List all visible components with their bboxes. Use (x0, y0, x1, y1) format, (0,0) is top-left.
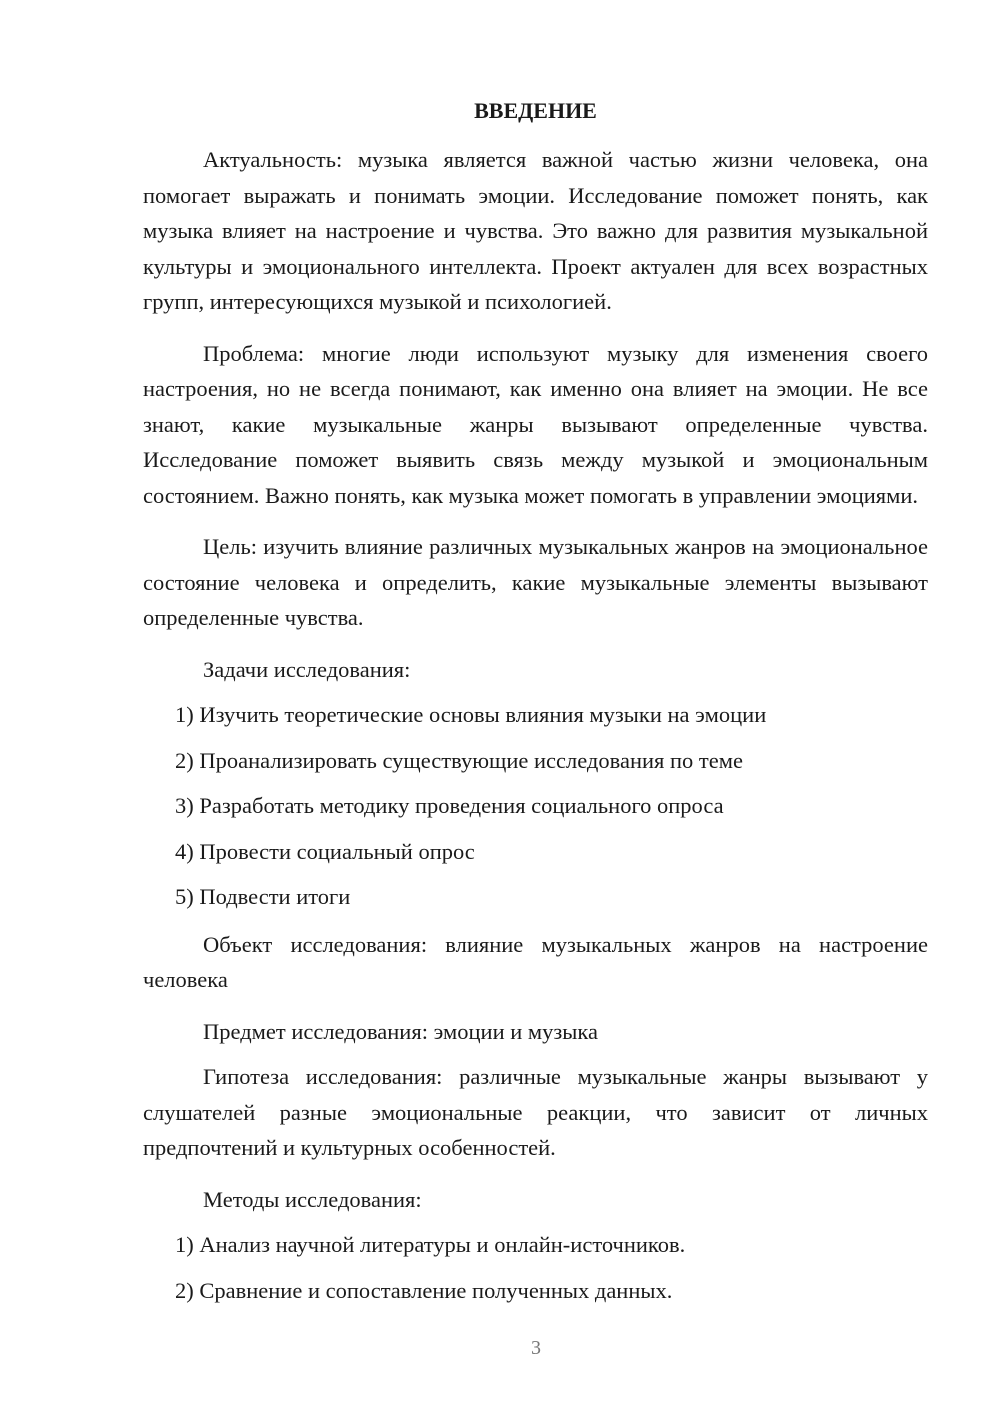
method-item: 2) Сравнение и сопоставление полученных данных. (175, 1277, 673, 1303)
methods-heading: Методы исследования: (203, 1186, 422, 1212)
section-title: ВВЕДЕНИЕ (474, 98, 597, 123)
hypothesis-paragraph: Гипотеза исследования: различные музыкальные жанры вызывают у слушателей разные эмоциональные реакции, что зависит от личных предпочтений и культурных особенностей. (143, 1064, 928, 1160)
goal-paragraph: Цель: изучить влияние различных музыкальных жанров на эмоциональное состояние человека и определить, какие музыкальные элементы вызывают определенные чувства. (143, 534, 928, 630)
problem-paragraph: Проблема: многие люди используют музыку для изменения своего настроения, но не всегда понимают, как именно она влияет на эмоции. Не все знают, какие музыкальные жанры вызывают определенные чувства. Исследование поможет выявить связь между музыкой и эмоциональным состоянием. Важно понять, как музыка может помогать в управлении эмоциями. (143, 340, 928, 508)
task-item: 5) Подвести итоги (175, 884, 351, 909)
subject-paragraph: Предмет исследования: эмоции и музыка (203, 1018, 599, 1044)
tasks-heading: Задачи исследования: (203, 656, 411, 682)
page-number: 3 (531, 1337, 541, 1359)
object-paragraph: Объект исследования: влияние музыкальных жанров на настроение человека (143, 931, 928, 992)
methods-list (143, 1227, 928, 1308)
tasks-list (143, 697, 928, 915)
task-item: 4) Провести социальный опрос (175, 838, 475, 864)
method-item: 1) Анализ научной литературы и онлайн-источников. (175, 1232, 686, 1257)
task-item: 1) Изучить теоретические основы влияния музыки на эмоции (175, 702, 767, 727)
task-item: 2) Проанализировать существующие исследования по теме (175, 747, 743, 773)
page-content (143, 94, 928, 1320)
task-item: 3) Разработать методику проведения социального опроса (175, 793, 724, 818)
relevance-paragraph: Актуальность: музыка является важной частью жизни человека, она помогает выражать и понимать эмоции. Исследование поможет понять, как музыка влияет на настроение и чувства. Это важно для развития музыкальной культуры и эмоционального интеллекта. Проект актуален для всех возрастных групп, интересующихся музыкой и психологией. (143, 147, 928, 314)
